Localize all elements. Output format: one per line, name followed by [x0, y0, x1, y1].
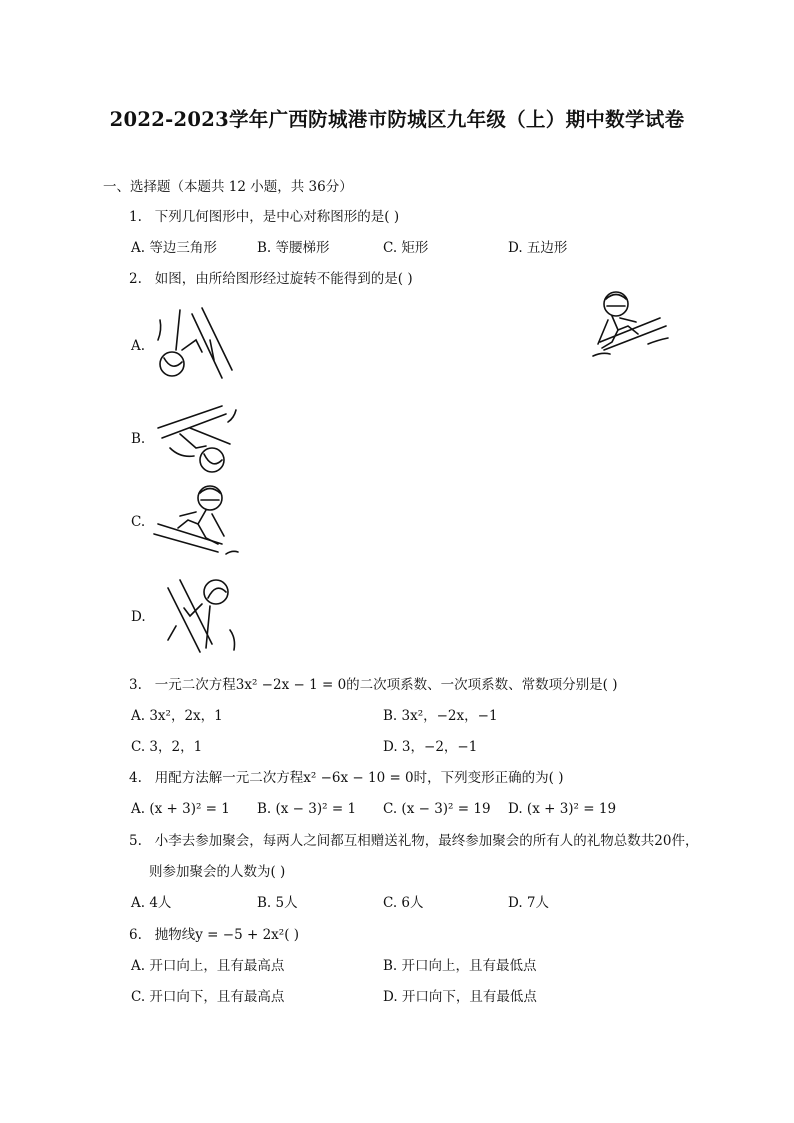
- option-d: D. 开口向下，且有最低点: [383, 989, 537, 1005]
- fig-label-a: A.: [131, 338, 146, 354]
- option-d: D. 3，−2，−1: [383, 739, 478, 755]
- option-d: D. (x + 3)² = 19: [508, 801, 617, 817]
- question-text: 小李去参加聚会，每两人之间都互相赠送礼物，最终参加聚会的所有人的礼物总数共20件，: [154, 833, 699, 849]
- question-text: 如图，由所给图形经过旋转不能得到的是( ): [154, 271, 413, 287]
- option-a: A. 3x²，2x，1: [131, 708, 223, 724]
- question-6: [129, 926, 299, 944]
- option-a: A. 开口向上，且有最高点: [131, 958, 285, 974]
- question-1: [129, 208, 399, 226]
- skier-option-c-image: [148, 480, 244, 564]
- skier-option-d-image: [150, 570, 242, 658]
- option-d: D. 7人: [508, 895, 550, 911]
- question-5: [129, 832, 698, 850]
- option-c: C. 6人: [383, 895, 424, 911]
- option-b: B. (x − 3)² = 1: [257, 801, 357, 817]
- section-heading: 一、选择题（本题共 12 小题，共 36分）: [103, 179, 353, 195]
- option-b: B. 等腰梯形: [257, 240, 330, 256]
- skier-reference-image: [588, 282, 680, 364]
- option-c: C. 矩形: [383, 240, 429, 256]
- fig-label-c: C.: [131, 514, 146, 530]
- option-a: A. (x + 3)² = 1: [131, 801, 230, 817]
- question-number: 4.: [129, 770, 142, 786]
- question-number: 2.: [129, 271, 142, 287]
- option-a: A. 4人: [131, 895, 172, 911]
- question-text: 下列几何图形中，是中心对称图形的是( ): [154, 209, 400, 225]
- question-number: 5.: [129, 833, 142, 849]
- option-b: B. 3x²，−2x，−1: [383, 708, 498, 724]
- option-b: B. 5人: [257, 895, 298, 911]
- option-c: C. (x − 3)² = 19: [383, 801, 491, 817]
- fig-label-b: B.: [131, 431, 146, 447]
- option-a: A. 等边三角形: [131, 240, 217, 256]
- option-d: D. 五边形: [508, 240, 568, 256]
- page-title: 2022-2023学年广西防城港市防城区九年级（上）期中数学试卷: [109, 108, 685, 131]
- question-number: 6.: [129, 927, 142, 943]
- question-number: 1.: [129, 209, 142, 225]
- option-c: C. 开口向下，且有最高点: [131, 989, 285, 1005]
- option-c: C. 3，2，1: [131, 739, 203, 755]
- skier-option-b-image: [150, 398, 242, 480]
- question-3: [129, 676, 617, 694]
- question-2: [129, 270, 413, 288]
- question-text: 一元二次方程3x² −2x − 1 = 0的二次项系数、一次项系数、常数项分别是( ): [154, 677, 618, 693]
- question-5-continuation: 则参加聚会的人数为( ): [149, 864, 286, 880]
- question-text: 抛物线y = −5 + 2x²( ): [154, 927, 300, 943]
- question-4: [129, 769, 563, 787]
- fig-label-d: D.: [131, 609, 146, 625]
- question-text: 用配方法解一元二次方程x² −6x − 10 = 0时，下列变形正确的为( ): [154, 770, 564, 786]
- skier-option-a-image: [150, 300, 242, 388]
- option-b: B. 开口向上，且有最低点: [383, 958, 537, 974]
- question-number: 3.: [129, 677, 142, 693]
